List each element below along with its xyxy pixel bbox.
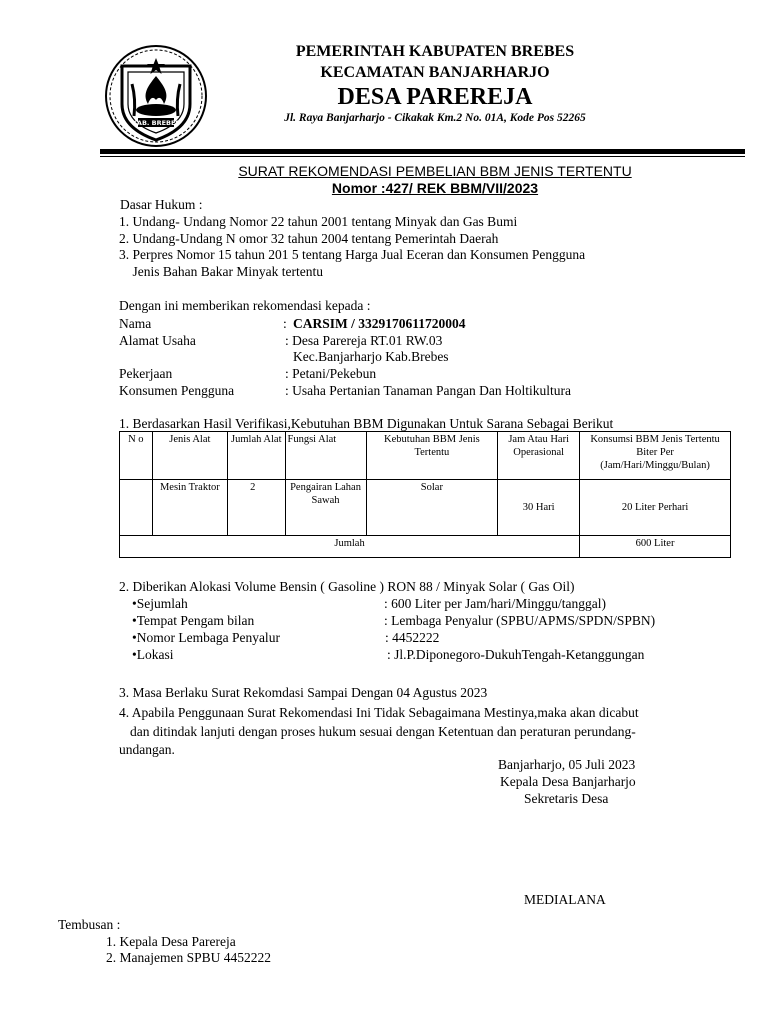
cell-no — [120, 480, 153, 536]
signature-role: Sekretaris Desa — [524, 791, 609, 806]
letterhead-village: DESA PAREREJA — [337, 84, 533, 110]
col-header-kebutuhan: Kebutuhan BBM Jenis Tertentu — [366, 432, 498, 480]
cell-total-value: 600 Liter — [580, 536, 731, 558]
occupation-label: Pekerjaan — [119, 366, 173, 381]
section4-line2: dan ditindak lanjuti dengan proses hukum sesuai dengan Ketentuan dan peraturan perundang- — [130, 724, 636, 739]
col-header-no: N o — [120, 432, 153, 480]
letterhead-government: PEMERINTAH KABUPATEN BREBES — [295, 43, 575, 60]
section4-line3: undangan. — [119, 742, 175, 757]
section3-validity: 3. Masa Berlaku Surat Rekomdasi Sampai Dengan 04 Agustus 2023 — [119, 685, 488, 700]
cc-item: 1. Kepala Desa Parereja — [106, 934, 236, 949]
cell-kebutuhan: Solar — [366, 480, 498, 536]
letterhead-district: KECAMATAN BANJARHARJO — [320, 64, 550, 81]
logo-ribbon-text: KAB. BREBES — [131, 119, 181, 127]
allocation-value: : Lembaga Penyalur (SPBU/APMS/SPDN/SPBN) — [384, 613, 656, 628]
table-total-row — [120, 536, 731, 558]
name-value: CARSIM / 3329170611720004 — [293, 316, 466, 331]
legal-basis-item: 3. Perpres Nomor 15 tahun 201 5 tentang Harga Jual Eceran dan Konsumen Pengguna — [119, 247, 586, 262]
section2-heading: 2. Diberikan Alokasi Volume Bensin ( Gasoline ) RON 88 / Minyak Solar ( Gas Oil) — [119, 579, 575, 594]
cell-jenis: Mesin Traktor — [152, 480, 227, 536]
cc-heading: Tembusan : — [58, 917, 121, 932]
col-header-jam: Jam Atau Hari Operasional — [498, 432, 580, 480]
cell-konsumsi: 20 Liter Perhari — [580, 480, 731, 536]
legal-basis-item: 1. Undang- Undang Nomor 22 tahun 2001 tentang Minyak dan Gas Bumi — [119, 214, 518, 229]
allocation-label: •Tempat Pengam bilan — [132, 613, 255, 628]
col-header-jenis: Jenis Alat — [152, 432, 227, 480]
signature-office: Kepala Desa Banjarharjo — [500, 774, 636, 789]
equipment-table — [119, 431, 731, 558]
allocation-value: : Jl.P.Diponegoro-DukuhTengah-Ketanggungan — [387, 647, 645, 662]
letterhead-rule-thin — [100, 156, 745, 157]
allocation-label: •Lokasi — [132, 647, 174, 662]
letter-title: SURAT REKOMENDASI PEMBELIAN BBM JENIS TERTENTU — [238, 163, 632, 179]
name-label: Nama — [119, 316, 152, 331]
address-label: Alamat Usaha — [119, 333, 196, 348]
col-header-jumlah: Jumlah Alat — [228, 432, 285, 480]
recipient-intro: Dengan ini memberikan rekomendasi kepada : — [119, 298, 371, 313]
letter-number: Nomor :427/ REK BBM/VII/2023 — [331, 180, 539, 196]
table-row — [120, 480, 731, 536]
table-header-row — [120, 432, 731, 480]
address-value-line1: : Desa Parereja RT.01 RW.03 — [285, 333, 443, 348]
address-value-line2: Kec.Banjarharjo Kab.Brebes — [293, 349, 449, 364]
occupation-value: : Petani/Pekebun — [285, 366, 377, 381]
col-header-fungsi: Fungsi Alat — [285, 432, 366, 480]
cell-jumlah: 2 — [228, 480, 285, 536]
brebes-regency-logo — [104, 44, 208, 148]
signature-name: MEDIALANA — [524, 892, 606, 907]
name-separator: : — [283, 316, 287, 331]
consumer-label: Konsumen Pengguna — [119, 383, 235, 398]
allocation-label: •Sejumlah — [132, 596, 188, 611]
allocation-label: •Nomor Lembaga Penyalur — [132, 630, 280, 645]
col-header-konsumsi: Konsumsi BBM Jenis Tertentu Biter Per (Jam/Hari/Minggu/Bulan) — [580, 432, 731, 480]
letterhead-rule-thick — [100, 149, 745, 154]
legal-basis-item: Jenis Bahan Bakar Minyak tertentu — [119, 264, 323, 279]
allocation-value: : 4452222 — [385, 630, 440, 645]
cell-fungsi: Pengairan Lahan Sawah — [285, 480, 366, 536]
consumer-value: : Usaha Pertanian Tanaman Pangan Dan Holtikultura — [285, 383, 571, 398]
legal-basis-heading: Dasar Hukum : — [120, 197, 203, 212]
cc-item: 2. Manajemen SPBU 4452222 — [106, 950, 271, 965]
cell-total-label: Jumlah — [120, 536, 580, 558]
allocation-value: : 600 Liter per Jam/hari/Minggu/tanggal) — [384, 596, 606, 611]
letterhead-address: Jl. Raya Banjarharjo - Cikakak Km.2 No. 01A, Kode Pos 52265 — [284, 112, 586, 124]
section1-heading: 1. Berdasarkan Hasil Verifikasi,Kebutuhan BBM Digunakan Untuk Sarana Sebagai Berikut — [119, 416, 614, 431]
section4-line1: 4. Apabila Penggunaan Surat Rekomendasi Ini Tidak Sebagaimana Mestinya,maka akan dicabut — [119, 705, 639, 720]
signature-place-date: Banjarharjo, 05 Juli 2023 — [498, 757, 636, 772]
legal-basis-item: 2. Undang-Undang N omor 32 tahun 2004 tentang Pemerintah Daerah — [119, 231, 499, 246]
cell-jam: 30 Hari — [498, 480, 580, 536]
